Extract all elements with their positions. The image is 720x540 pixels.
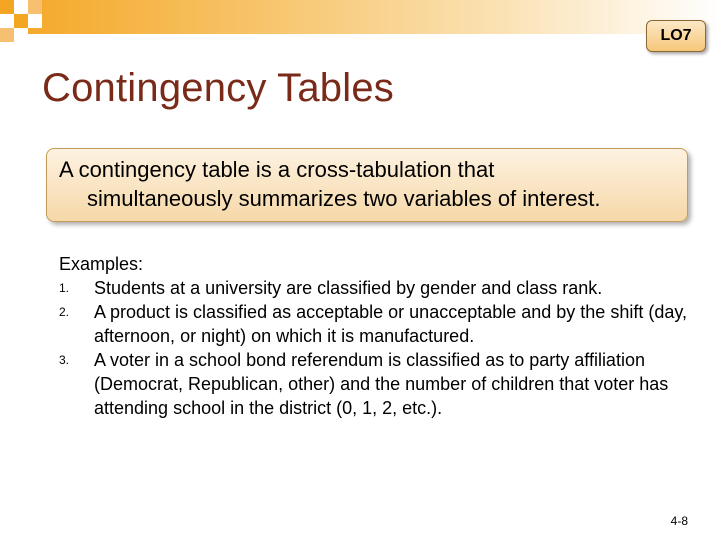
definition-line-2: simultaneously summarizes two variables of interest. — [87, 186, 601, 211]
list-item-number: 1. — [59, 281, 70, 295]
learning-objective-badge: LO7 — [646, 20, 706, 52]
list-item-number: 2. — [59, 305, 70, 319]
list-item — [59, 300, 699, 348]
corner-squares-decoration — [0, 0, 60, 60]
definition-line-1: A contingency table is a cross-tabulation that — [59, 157, 495, 182]
list-item-text: A voter in a school bond referendum is classified as to party affiliation (Democrat, Republican, other) and the number of children that voter has attending school in the district (0, 1, 2, etc.). — [94, 350, 669, 418]
header-gradient-band — [0, 0, 720, 34]
list-item-text: Students at a university are classified by gender and class rank. — [94, 278, 603, 298]
list-item — [59, 348, 699, 420]
examples-list — [59, 252, 699, 420]
page-title: Contingency Tables — [42, 66, 394, 110]
list-item-number: 3. — [59, 353, 70, 367]
examples-heading: Examples: — [59, 254, 144, 274]
list-item-text: A product is classified as acceptable or unacceptable and by the shift (day, afternoon, or night) on which it is manufactured. — [94, 302, 688, 346]
page-number: 4-8 — [670, 514, 688, 528]
list-item — [59, 276, 699, 300]
definition-box — [46, 148, 688, 222]
